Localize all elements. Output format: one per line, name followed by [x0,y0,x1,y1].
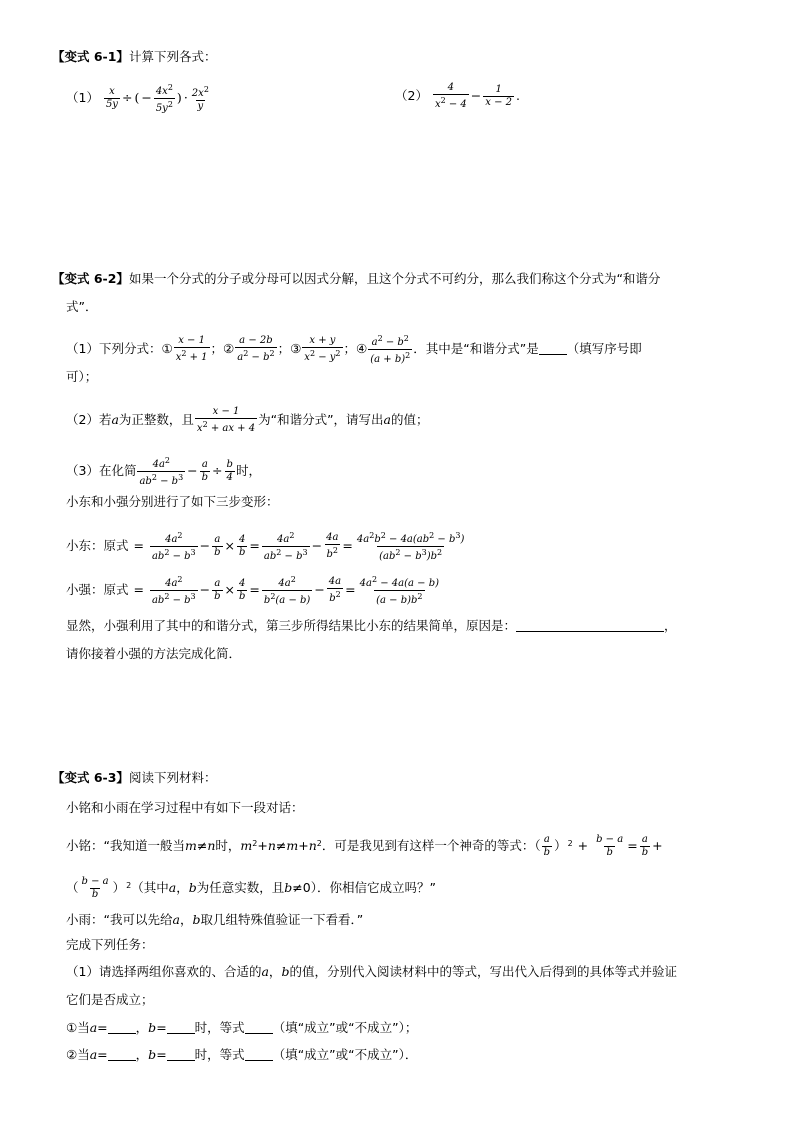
formula-fraction: $\frac{x - 1}{x^2 + ax + 4}$ [196,406,256,434]
row2-comma: ， [135,1047,149,1062]
formula-fraction: $\frac{x - 1}{x^2 + 1}$ [175,335,208,363]
row1-c: 时，等式 [194,1020,245,1035]
xiaoming-l2-d: ）．你相信它成立吗？” [310,880,436,895]
formula-fraction: $\frac{4a}{b^2}$ [326,532,339,560]
q62-intro-line1 [52,270,660,288]
xiaoming-b: 时， [215,838,241,853]
q61-part1: （1） $\frac{x}{5y}$ ÷ ( − $\frac{4x^2}{5y^2}$ ) · $\frac{2x^2}{y}$ [66,83,209,114]
formula-fraction: $\frac{4a^2b^2 - 4a(ab^2 - b^3)}{(ab^2 - b^3)b^2}$ [356,531,465,562]
q61-heading [52,48,216,66]
q62-intro-line2: 式”． [66,299,98,314]
xiaoming-a: 小铭：“我知道一般当 [66,838,185,853]
formula-fraction: $\frac{4a^2}{ab^2 - b^3}$ [139,456,184,487]
row2-a: ②当 [66,1047,90,1062]
q61-part1-label: （1） [66,90,99,105]
row1-comma: ， [135,1020,149,1035]
formula-fraction: $\frac{x + y}{x^2 - y^2}$ [304,335,341,363]
q62-part1-mid: ．其中是“和谐分式”是 [413,341,539,356]
formula-fraction: $\frac{4}{b}$ [239,534,246,558]
q61-part2-label: （2） [395,88,428,103]
answer-blank[interactable] [539,342,567,355]
answer-blank[interactable] [245,1048,273,1061]
row2-e: （填“成立”或“不成立”）． [272,1047,418,1062]
circle-number-2: ② [223,341,235,356]
q63-heading [52,769,216,787]
formula-fraction: $\frac{4a^2}{ab^2 - b^3}$ [151,575,196,606]
q62-part3: （3）在化简 $\frac{4a^2}{ab^2 - b^3}$ − $\frac{a}{b}$ ÷ $\frac{b}{4}$ 时， [66,456,261,487]
row2-c: 时，等式 [194,1047,245,1062]
q62-part3-b: 时， [235,463,261,478]
q63-row1: ①当a= ，b= 时，等式 （填“成立”或“不成立”）； [66,1020,418,1035]
formula-fraction: $\frac{a}{b}$ [201,459,209,483]
q63-xiaoming-line2: （ $\frac{b - a}{b}$ ）$^2$（其中a，b为任意实数，且b≠0）．你相信它成立吗？” [66,876,436,900]
xiaoming-c: ．可是我见到有这样一个神奇的等式：（ [321,838,541,853]
q62-conclusion-line2: 请你接着小强的方法完成化简． [66,646,242,661]
answer-blank[interactable] [245,1021,273,1034]
formula-fraction: $\frac{2x^2}{y}$ [191,85,209,112]
q62-label: 【变式 6-2】 [52,271,129,286]
q63-line1: 小铭和小雨在学习过程中有如下一段对话： [66,800,304,815]
q62-steps-intro: 小东和小强分别进行了如下三步变形： [66,494,279,509]
q63-row2: ②当a= ，b= 时，等式 （填“成立”或“不成立”）． [66,1047,418,1062]
formula-fraction: $\frac{a}{b}$ [214,534,221,558]
row1-d: （填“成立”或“不成立”）； [272,1020,418,1035]
q63-label: 【变式 6-3】 [52,770,129,785]
q62-conclusion-text: 显然，小强利用了其中的和谐分式，第三步所得结果比小东的结果简单，原因是： [66,618,517,633]
formula-fraction: $\frac{a^2 - b^2}{(a + b)^2}$ [370,334,411,365]
formula-fraction: $\frac{4}{x^2 - 4}$ [434,82,467,110]
formula-fraction: $\frac{a}{b}$ [543,834,551,858]
formula-fraction: $\frac{b - a}{b}$ [81,876,109,900]
q62-part1: （1）下列分式：① $\frac{x - 1}{x^2 + 1}$ ；② $\frac{a - 2b}{a^2 - b^2}$ ；③ $\frac{x + y}{x^2 - y^2}$ ；④ $\frac{a^2 - b^2}{(a + b)^2}$ ．其中是“和谐分式”是 （填写序号即 [66,334,642,365]
answer-blank[interactable] [167,1021,195,1034]
q61-part2: （2） $\frac{4}{x^2 - 4}$ − $\frac{1}{x - 2}$ . [395,82,520,110]
circle-number-4: ④ [356,341,368,356]
q62-xiaodong: 小东：原式 = $\frac{4a^2}{ab^2 - b^3}$ − $\frac{a}{b}$ × $\frac{4}{b}$ = $\frac{4a^2}{ab^2 - b^3}$ − $\frac{4a}{b^2}$ = $\frac{4a^2b^2 - 4a(ab^2 - b^3)}{(ab^2 - b^3)b^2}$ [66,531,465,562]
formula-fraction: $\frac{b - a}{b}$ [596,834,624,858]
xiaoming-l2-c: 为任意实数，且 [196,880,285,895]
q62-part2-c: 为“和谐分式”，请写出 [258,412,384,427]
formula-fraction: $\frac{4}{b}$ [239,578,246,602]
q63-task1: （1）请选择两组你喜欢的、合适的a，b的值，分别代入阅读材料中的等式，写出代入后得到的具体等式并验证 [66,964,677,979]
formula-fraction: $\frac{1}{x - 2}$ [485,84,513,108]
formula-fraction: $\frac{4a^2 - 4a(a - b)}{(a - b)b^2}$ [359,575,439,606]
formula-fraction: $\frac{4a^2}{ab^2 - b^3}$ [151,531,196,562]
q62-conclusion [66,617,677,635]
q62-part3-a: （3）在化简 [66,463,137,478]
formula-fraction: $\frac{b}{4}$ [226,459,233,483]
q63-task: 完成下列任务： [66,937,154,952]
formula-fraction: $\frac{a}{b}$ [641,834,649,858]
answer-blank[interactable] [108,1048,136,1061]
row1-a: ①当 [66,1020,90,1035]
xiaoming-l2-open: （ [66,880,79,895]
q61-label: 【变式 6-1】 [52,49,129,64]
formula-fraction: $\frac{a - 2b}{a^2 - b^2}$ [237,335,275,363]
q63-xiaoyu: 小雨：“我可以先给a，b取几组特殊值验证一下看看．” [66,912,364,927]
q62-conclusion-end: ， [664,618,677,633]
q63-task1-line2: 它们是否成立； [66,992,154,1007]
task1-a: （1）请选择两组你喜欢的、合适的 [66,964,262,979]
xiaoming-l2-b: （其中 [131,880,169,895]
formula-fraction: $\frac{4a^2}{b^2(a - b)}$ [263,575,311,606]
formula-fraction: $\frac{4x^2}{5y^2}$ [155,83,173,114]
q62-part2: （2）若a为正整数，且 $\frac{x - 1}{x^2 + ax + 4}$ 为“和谐分式”，请写出a的值； [66,406,429,434]
xiaodong-label: 小东：原式 [66,538,129,553]
xiaoyu-a: 小雨：“我可以先给 [66,912,173,927]
q63-xiaoming: 小铭：“我知道一般当m≠n时，$m^2+n\ne m+n^2$．可是我见到有这样一个神奇的等式：（ $\frac{a}{b}$ ）$^2$ + $\frac{b - a}{b}$ = $\frac{a}{b}$ + [66,834,663,858]
formula-fraction: $\frac{x}{5y}$ [105,86,118,110]
q62-xiaoqiang: 小强：原式 = $\frac{4a^2}{ab^2 - b^3}$ − $\frac{a}{b}$ × $\frac{4}{b}$ = $\frac{4a^2}{b^2(a - b)}$ − $\frac{4a}{b^2}$ = $\frac{4a^2 - 4a(a - b)}{(a - b)b^2}$ [66,575,439,606]
formula-fraction: $\frac{a}{b}$ [214,578,221,602]
answer-blank[interactable] [167,1048,195,1061]
q62-part2-d: 的值； [391,412,429,427]
q62-part1-tail: （填写序号即 [566,341,642,356]
xiaoqiang-label: 小强：原式 [66,582,129,597]
q62-part1-prefix: （1）下列分式： [66,341,162,356]
q61-text: 计算下列各式： [128,49,217,64]
formula-fraction: $\frac{4a}{b^2}$ [328,576,342,604]
answer-blank[interactable] [516,619,664,632]
answer-blank[interactable] [108,1021,136,1034]
circle-number-1: ① [161,341,173,356]
q62-part2-a: （2）若 [66,412,112,427]
q62-part1-line2: 可）； [66,369,98,384]
task1-b: 的值，分别代入阅读材料中的等式，写出代入后得到的具体等式并验证 [289,964,677,979]
q62-intro: 如果一个分式的分子或分母可以因式分解，且这个分式不可约分，那么我们称这个分式为“和谐分 [128,271,661,286]
formula-fraction: $\frac{4a^2}{ab^2 - b^3}$ [263,531,308,562]
xiaoyu-b: 取几组特殊值验证一下看看．” [200,912,364,927]
q62-part2-b: 为正整数，且 [118,412,194,427]
q63-text: 阅读下列材料： [128,770,217,785]
circle-number-3: ③ [290,341,302,356]
